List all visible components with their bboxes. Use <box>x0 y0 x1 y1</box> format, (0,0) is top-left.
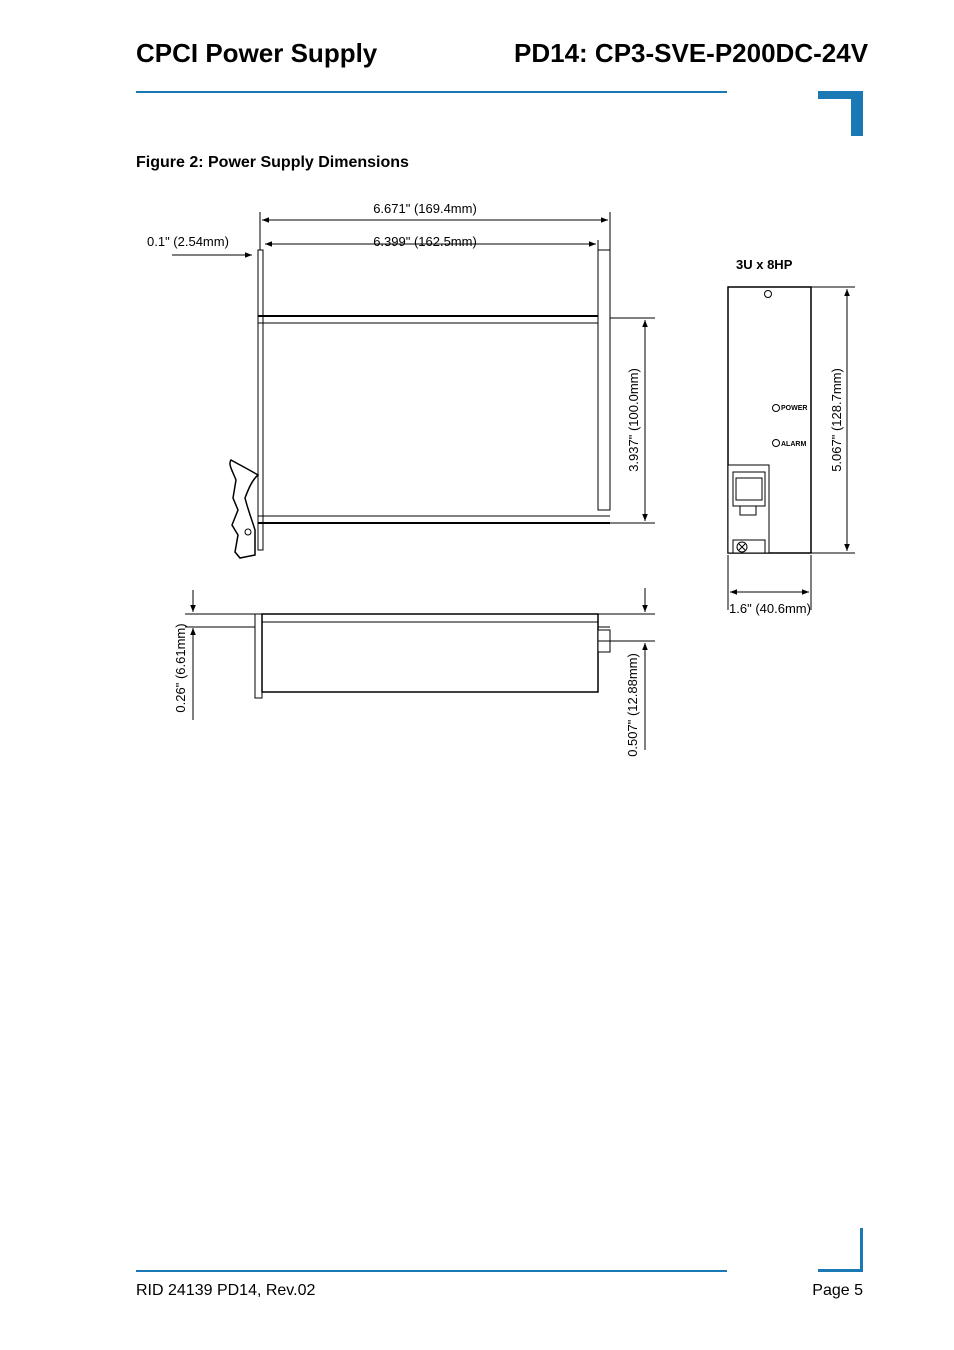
side-offset-label: 0.26" (6.61mm) <box>173 623 188 713</box>
document-section-title: CPCI Power Supply <box>136 38 378 68</box>
panel-height-label: 5.067" (128.7mm) <box>829 368 844 472</box>
document-id: RID 24139 PD14, Rev.02 <box>136 1282 316 1299</box>
header-rule <box>136 91 727 93</box>
figure-caption: Figure 2: Power Supply Dimensions <box>136 154 409 171</box>
page-number: Page 5 <box>812 1282 863 1299</box>
product-title: PD14: CP3-SVE-P200DC-24V <box>514 38 869 68</box>
ejector-handle <box>230 460 258 558</box>
body-length-label: 6.399" (162.5mm) <box>373 234 477 249</box>
side-depth-label: 0.507" (12.88mm) <box>625 653 640 757</box>
power-connector-inner <box>736 478 762 500</box>
dimension-drawing <box>0 180 954 800</box>
footer-corner-mark <box>818 1269 863 1272</box>
header-corner-mark-vertical <box>851 91 863 136</box>
form-factor-label: 3U x 8HP <box>736 257 793 272</box>
front-offset-label: 0.1" (2.54mm) <box>147 234 229 249</box>
alarm-led-label: ALARM <box>781 441 807 448</box>
board-height-label: 3.937" (100.0mm) <box>626 368 641 472</box>
plan-front-panel <box>255 614 262 698</box>
overall-length-label: 6.671" (169.4mm) <box>373 201 477 216</box>
connector-block <box>598 250 610 510</box>
footer-rule <box>136 1270 727 1272</box>
ground-terminal-frame <box>733 540 765 553</box>
footer-corner-mark-vertical <box>860 1228 863 1272</box>
plan-body <box>262 614 598 692</box>
front-panel-edge <box>258 250 263 550</box>
power-led-label: POWER <box>781 405 808 412</box>
panel-width-label: 1.6" (40.6mm) <box>729 601 811 616</box>
connector-latch <box>740 506 756 515</box>
